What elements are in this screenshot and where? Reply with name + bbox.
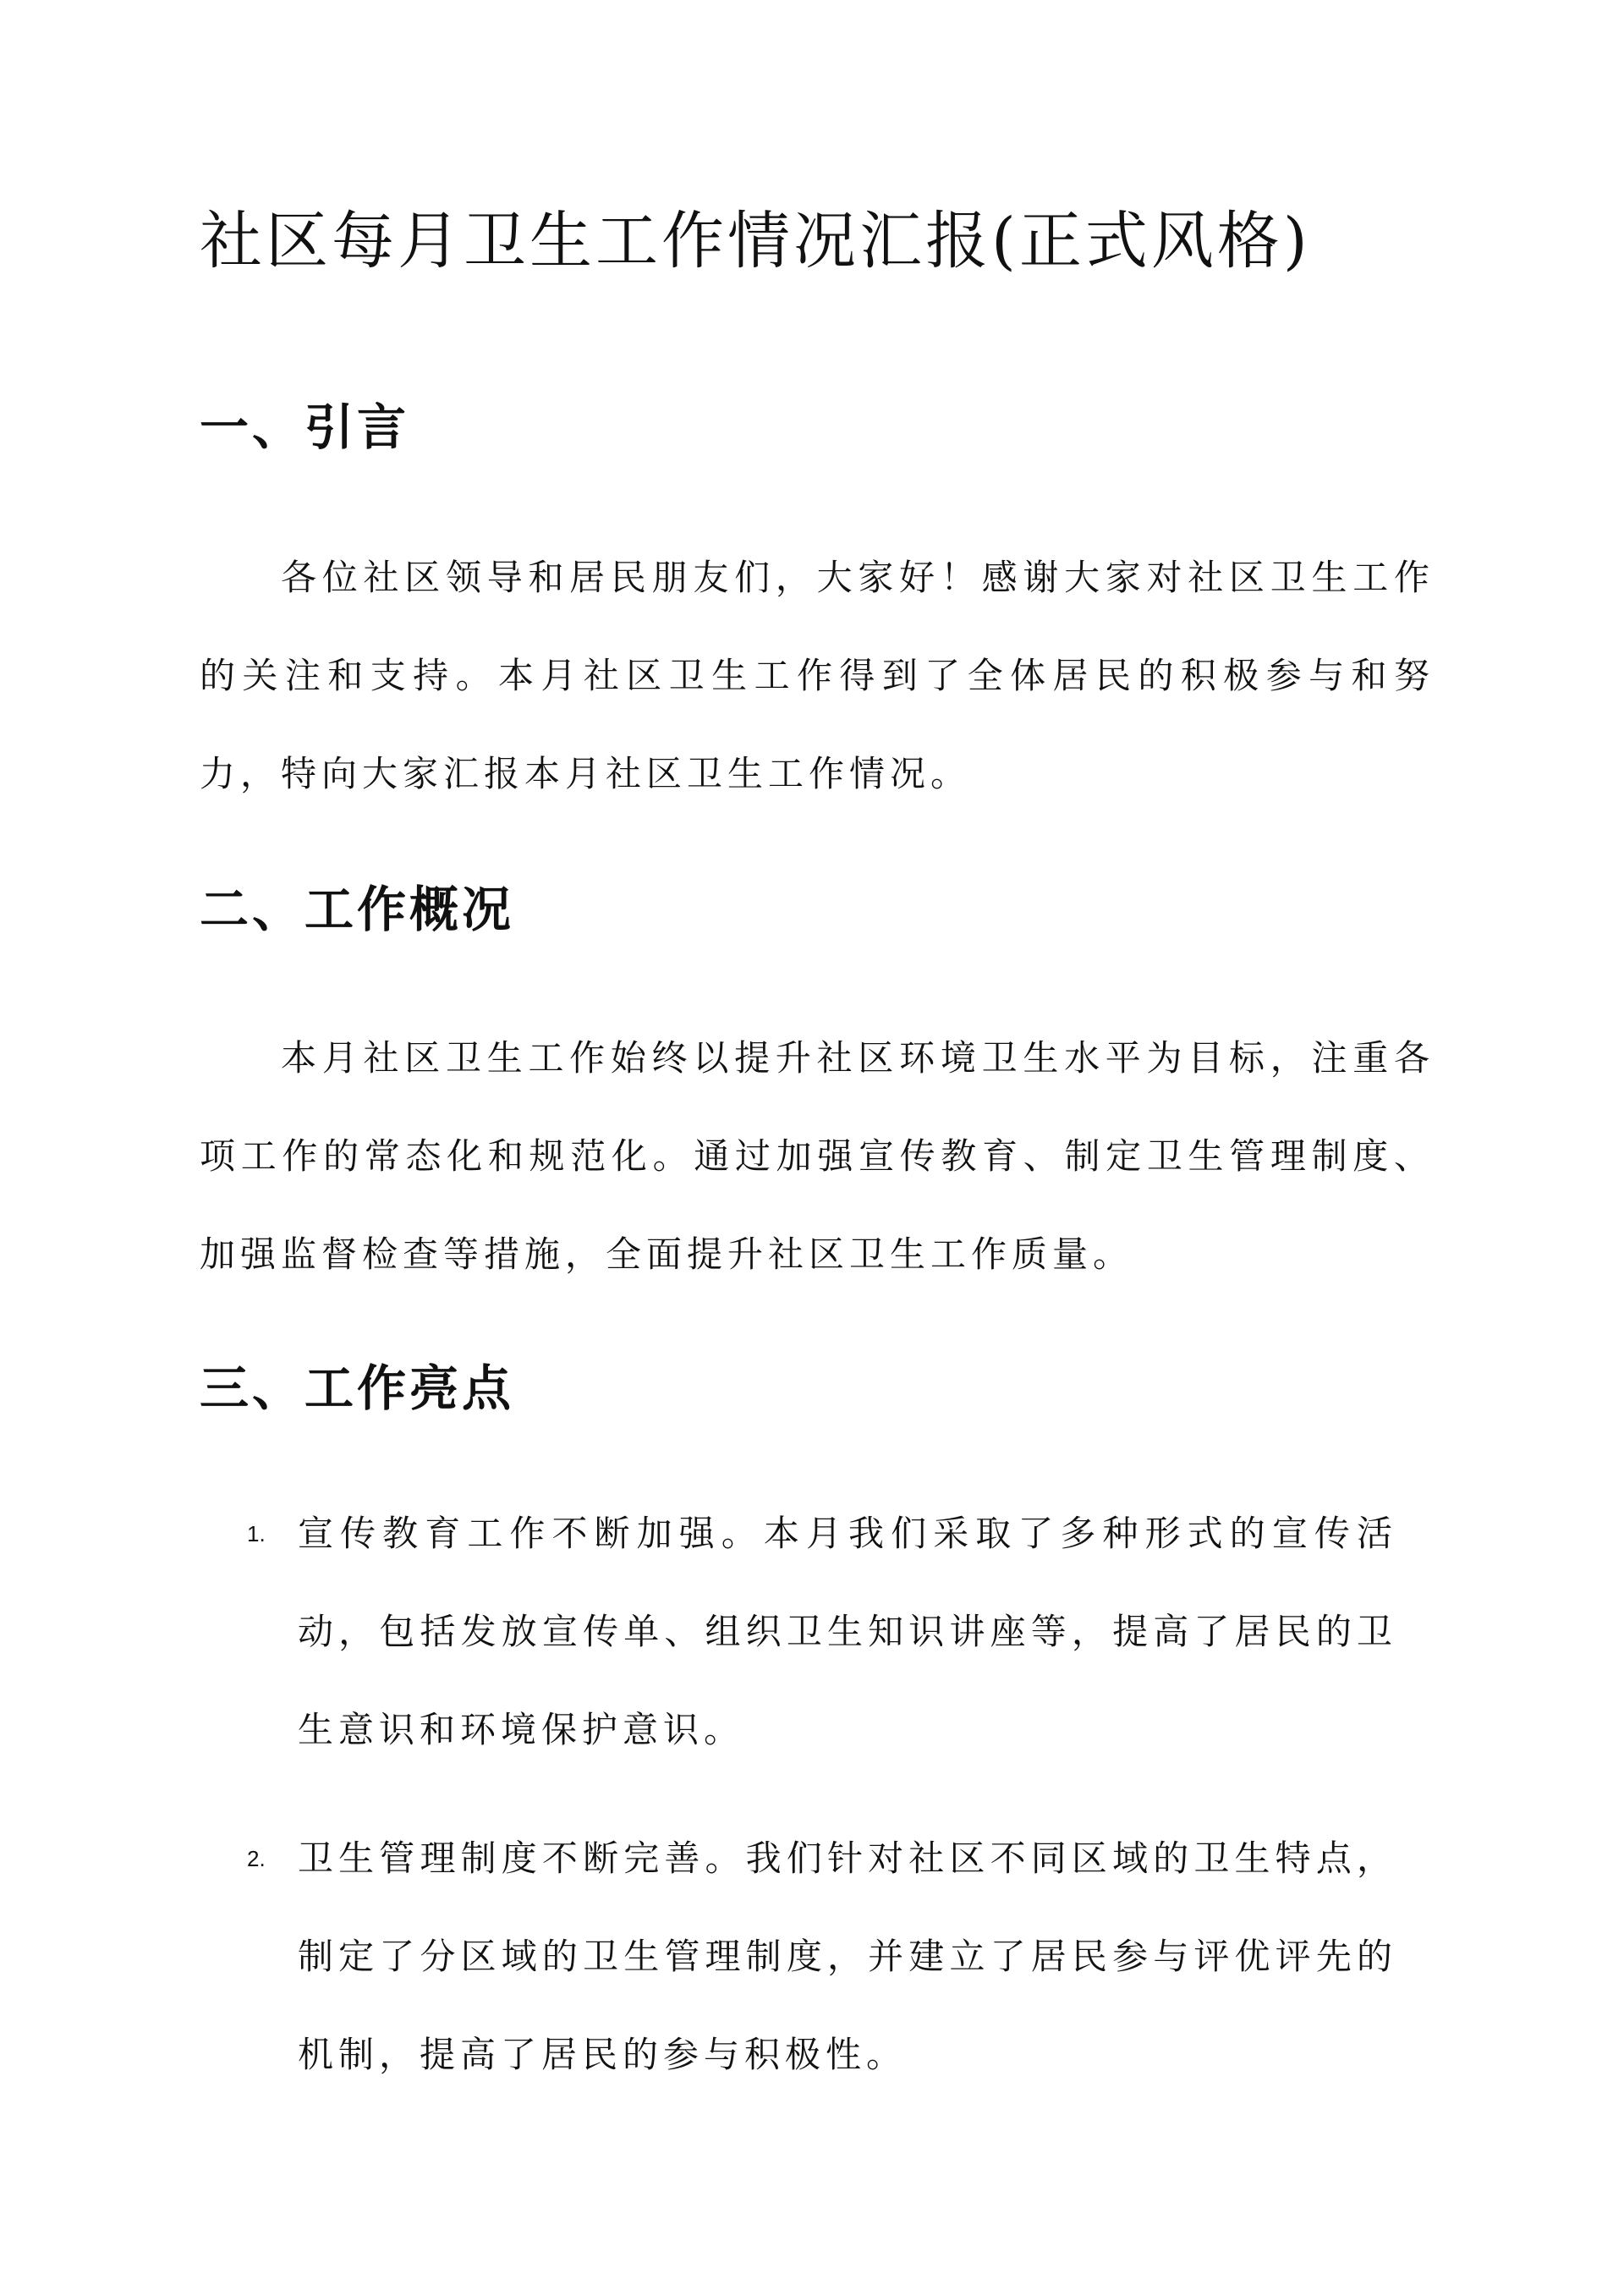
list-item <box>200 1810 1418 2104</box>
section-heading-introduction: 一、引言 <box>200 398 410 456</box>
list-item-number: 1. <box>247 1521 266 1546</box>
document-title: 社区每月卫生工作情况汇报(正式风格) <box>200 205 1311 277</box>
overview-paragraph: 本月社区卫生工作始终以提升社区环境卫生水平为目标，注重各项工作的常态化和规范化。通过加强宣传教育、制定卫生管理制度、加强监督检查等措施，全面提升社区卫生工作质量。 <box>200 1037 1435 1275</box>
introduction-paragraph: 各位社区领导和居民朋友们，大家好！感谢大家对社区卫生工作的关注和支持。本月社区卫生工作得到了全体居民的积极参与和努力，特向大家汇报本月社区卫生工作情况。 <box>200 557 1435 794</box>
section-heading-overview: 二、工作概况 <box>200 881 515 938</box>
list-item-text: 宣传教育工作不断加强。本月我们采取了多种形式的宣传活动，包括发放宣传单、组织卫生知识讲座等，提高了居民的卫生意识和环境保护意识。 <box>298 1513 1397 1750</box>
list-item-text: 卫生管理制度不断完善。我们针对社区不同区域的卫生特点，制定了分区域的卫生管理制度，并建立了居民参与评优评先的机制，提高了居民的参与积极性。 <box>298 1837 1397 2075</box>
list-item <box>200 1485 1418 1779</box>
section-heading-highlights: 三、工作亮点 <box>200 1359 515 1417</box>
list-item-number: 2. <box>247 1846 266 1871</box>
